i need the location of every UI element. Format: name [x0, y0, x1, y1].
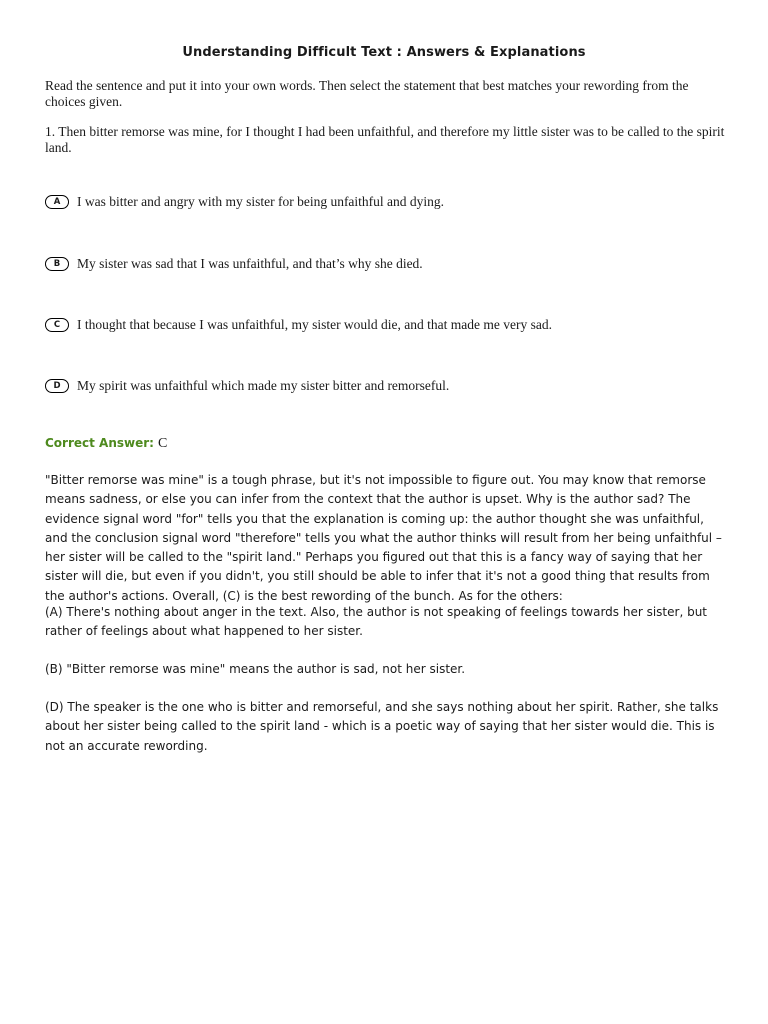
- choice-c-text: I thought that because I was unfaithful, my sister would die, and that made me very sad.: [77, 317, 552, 332]
- choice-b-text: My sister was sad that I was unfaithful, and that’s why she died.: [77, 256, 423, 271]
- choice-d-text: My spirit was unfaithful which made my sister bitter and remorseful.: [77, 378, 450, 393]
- page-title: Understanding Difficult Text : Answers & Explanations: [182, 45, 586, 60]
- choice-b[interactable]: [45, 256, 423, 272]
- choice-d[interactable]: [45, 378, 449, 394]
- explanation-choice-d: (D) The speaker is the one who is bitter and remorseful, and she says nothing about her spirit. Rather, she talks about her sister being called to the spirit land - which is a poetic way of saying that her sister would die. This is not an accurate rewording.: [45, 700, 719, 753]
- choice-c[interactable]: [45, 317, 552, 333]
- instructions-text: Read the sentence and put it into your own words. Then select the statement that best matches your rewording from the choices given.: [45, 78, 689, 109]
- explanation-choice-b: (B) "Bitter remorse was mine" means the author is sad, not her sister.: [45, 662, 466, 676]
- choice-d-badge[interactable]: D: [45, 379, 69, 393]
- question-text: 1. Then bitter remorse was mine, for I thought I had been unfaithful, and therefore my little sister was to be called to the spirit land.: [45, 124, 725, 155]
- correct-answer-value: C: [157, 436, 168, 451]
- choice-c-badge[interactable]: C: [45, 318, 69, 332]
- choice-a-badge[interactable]: A: [45, 195, 69, 209]
- explanation-paragraph: "Bitter remorse was mine" is a tough phrase, but it's not impossible to figure out. You may know that remorse means sadness, or else you can infer from the context that the author is upset. Why is the author sad? The evidence signal word "for" tells you that the explanation is coming up: the author thought she was unfaithful, and the conclusion signal word "therefore" tells you what the author thinks will result from her being unfaithful – her sister will be called to the "spirit land." Perhaps you figured out that this is a fancy way of saying that her sister will die, but even if you didn't, you still should be able to infer that it's not a good thing that results from the author's actions. Overall, (C) is the best rewording of the bunch. As for the others:: [45, 473, 722, 603]
- choice-a[interactable]: [45, 194, 444, 210]
- choice-b-badge[interactable]: B: [45, 257, 69, 271]
- choice-a-text: I was bitter and angry with my sister for being unfaithful and dying.: [77, 194, 445, 209]
- correct-answer: [45, 434, 167, 452]
- correct-answer-label: Correct Answer:: [45, 436, 154, 450]
- explanation-choice-a: (A) There's nothing about anger in the text. Also, the author is not speaking of feelings towards her sister, but rather of feelings about what happened to her sister.: [45, 605, 707, 639]
